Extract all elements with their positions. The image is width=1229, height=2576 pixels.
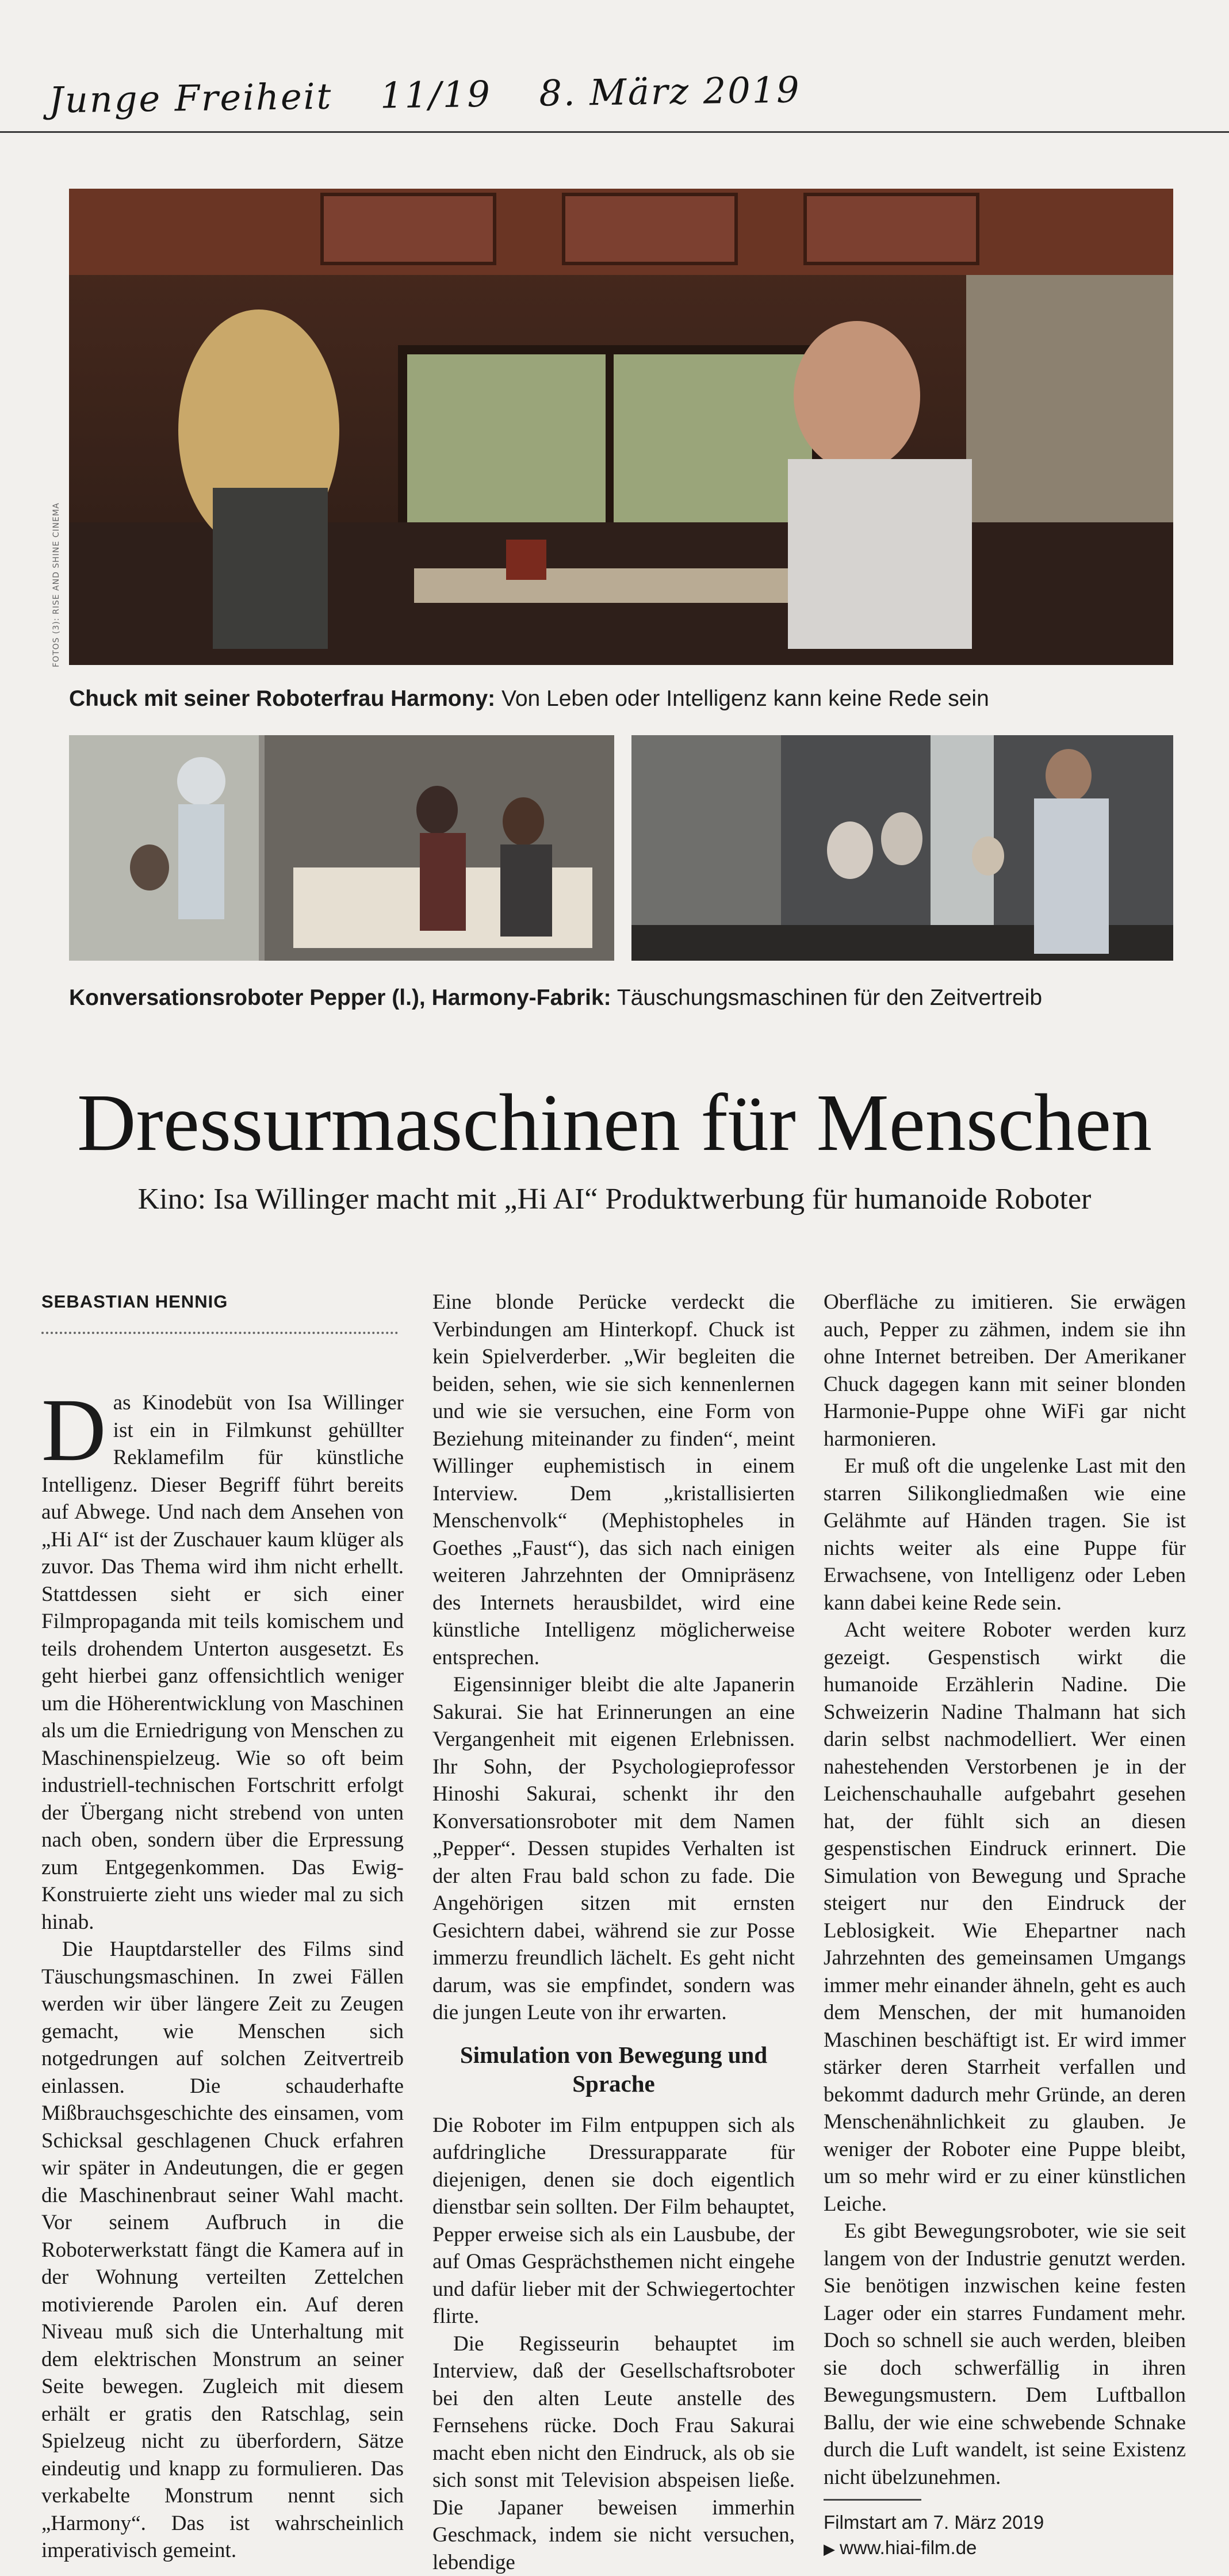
article-paragraph: Es gibt Bewegungsroboter, wie sie seit langem von der Industrie genutzt werden. Sie benötigen inzwischen keine festen Lager oder ein starres Fundament mehr. Doch so schnell sie auch werden, bleiben sie doch schwerfällig in ihren Bewegungsmustern. Dem Luftballon Ballu, der wie eine schwebende Schnake durch die Luft wandelt, ist seine Existenz nicht übelzunehmen. [824, 2218, 1186, 2491]
issue-number: 11/19 [380, 73, 492, 117]
author-byline: SEBASTIAN HENNIG [41, 1291, 228, 1312]
paper-name: Junge Freiheit [49, 75, 333, 121]
main-photo [69, 189, 1173, 665]
info-separator [824, 2499, 921, 2501]
article-headline: Dressurmaschinen für Menschen [0, 1081, 1229, 1163]
article-paragraph: Die Regisseurin behauptet im Interview, daß der Gesellschaftsroboter bei den alten Leute anstelle des Fernsehens rücke. Doch Frau Sakurai macht eben nicht den Eindruck, als ob sie sich sonst mit Television abspeisen ließe. Die Japaner beweisen immerhin Geschmack, indem sie nicht versuchen, lebendige [432, 2330, 795, 2576]
handwritten-masthead [49, 68, 836, 121]
article-subheadline: Kino: Isa Willinger macht mit „Hi AI“ Produktwerbung für humanoide Roboter [0, 1182, 1229, 1216]
release-date: Filmstart am 7. März 2019 [824, 2510, 1186, 2535]
small-caption-text: Täuschungsmaschinen für den Zeitvertreib [611, 985, 1042, 1010]
factory-photo [631, 735, 1173, 961]
article-paragraph: Er muß oft die ungelenke Last mit den starren Silikongliedmaßen wie eine Gelähmte auf Händen tragen. Sie ist nichts weiter als eine Puppe für Erwachsene, von Intelligenz oder Leben kann dabei keine Rede sein. [824, 1453, 1186, 1616]
main-caption-text: Von Leben oder Intelligenz kann keine Rede sein [495, 686, 989, 711]
top-rule [0, 131, 1229, 133]
article-paragraph: Eigensinniger bleibt die alte Japanerin Sakurai. Sie hat Erinnerungen an eine Vergangenheit mit eigenen Erlebnissen. Ihr Sohn, der Psychologieprofessor Hinoshi Sakurai, schenkt ihr den Konversationsroboter mit dem Namen „Pepper“. Dessen stupides Verhalten ist der alten Frau bald schon zu fade. Die Angehörigen sitzen mit ernsten Gesichtern dabei, während sie zur Posse immerzu freundlich lächelt. Es geht nicht darum, was sie empfindet, sondern was die jungen Leute von ihr erwarten. [432, 1671, 795, 2027]
byline-dotted-rule [41, 1332, 398, 1334]
website-link[interactable]: www.hiai-film.de [840, 2537, 977, 2558]
article-paragraph: Die Hauptdarsteller des Films sind Täuschungsmaschinen. In zwei Fällen werden wir über längere Zeit zu Zeugen gemacht, wie Menschen sich notgedrungen auf solchen Zeitvertreib einlassen. Die schauderhafte Mißbrauchsgeschichte des einsamen, vom Schicksal geschlagenen Chuck erfahren wir später in Andeutungen, die er gegen die Maschinenbraut seiner Wahl macht. Vor seinem Aufbruch in die Roboterwerkstatt fängt die Kamera auf in der Wohnung verteilten Zettelchen motivierende Parolen ein. Auf deren Niveau muß sich die Unterhaltung mit dem elektrischen Monstrum an seiner Seite bewegen. Zugleich mit diesem erhält er gratis den Ratschlag, sein Spielzeug nicht zu überfordern, Sätze eindeutig und knapp zu formulieren. Das verkabelte Monstrum nennt sich „Harmony“. Das ist wahrscheinlich imperativisch gemeint. [41, 1936, 404, 2564]
main-photo-caption [69, 686, 989, 712]
article-column-2 [432, 1289, 795, 2576]
article-paragraph: Das Kinodebüt von Isa Willinger ist ein in Filmkunst gehüllter Reklamefilm für künstliche Intelligenz. Dieser Begriff führt bereits auf Abwege. Und nach dem Ansehen von „Hi AI“ ist der Zuschauer kaum klüger als zuvor. Das Thema wird ihm nicht erhellt. Stattdessen sieht er sich einer Filmpropaganda mit teils komischem und teils drohendem Unterton ausgesetzt. Es geht hierbei ganz offensichtlich weniger um die Höherentwicklung von Maschinen als um die Erniedrigung von Menschen zu Maschinenspielzeug. Wie so oft beim industriell-technischen Fortschritt erfolgt der Übergang nicht strebend von unten nach oben, sondern über die Erpressung zum Entgegenkommen. Das Ewig-Konstruierte zieht uns wieder mal zu sich hinab. [41, 1389, 404, 1936]
issue-date: 8. März 2019 [539, 68, 801, 114]
pepper-photo [69, 735, 614, 961]
small-photos-caption [69, 985, 1042, 1011]
drop-cap: D [41, 1393, 106, 1467]
article-paragraph: Oberfläche zu imitieren. Sie erwägen auch, Pepper zu zähmen, indem sie ihn ohne Internet betreiben. Der Amerikaner Chuck dagegen kann mit seiner blonden Harmonie-Puppe ohne WiFi gar nicht harmonieren. [824, 1289, 1186, 1453]
photo-credit: FOTOS (3): RISE AND SHINE CINEMA [52, 495, 69, 667]
main-caption-bold: Chuck mit seiner Roboterfrau Harmony: [69, 686, 495, 711]
section-heading: Simulation von Bewegung und Sprache [432, 2040, 795, 2098]
website-line [824, 2535, 1186, 2562]
arrow-icon: ▶ [824, 2540, 835, 2558]
small-caption-bold: Konversationsroboter Pepper (l.), Harmony-Fabrik: [69, 985, 611, 1010]
article-column-3 [824, 1289, 1186, 2562]
article-paragraph: Acht weitere Roboter werden kurz gezeigt. Gespenstisch wirkt die humanoide Erzählerin Nadine. Die Schweizerin Nadine Thalmann hat sich darin selbst nachmodelliert. Wer einen nahestehenden Verstorbenen je in der Leichenschauhalle aufgebahrt gesehen hat, der fühlt sich an diesen gespenstischen Eindruck erinnert. Die Simulation von Bewegung und Sprache steigert nur den Eindruck der Leblosigkeit. Wie Ehepartner nach Jahrzehnten des gemeinsamen Umgangs immer mehr einander ähneln, geht es auch dem Menschen, der mit humanoiden Maschinen beschäftigt ist. Er wird immer stärker deren Starrheit verfallen und bekommt dadurch mehr Gründe, an deren Menschenähnlichkeit zu glauben. Je weniger der Roboter eine Puppe bleibt, um so mehr wird er zu einer künstlichen Leiche. [824, 1616, 1186, 2218]
film-info-box [824, 2499, 1186, 2562]
article-column-1 [41, 1389, 404, 2564]
article-paragraph: Eine blonde Perücke verdeckt die Verbindungen am Hinterkopf. Chuck ist kein Spielverderber. „Wir begleiten die beiden, sehen, wie sie sich kennenlernen und wie sie versuchen, eine Form von Beziehung miteinander zu finden“, meint Willinger euphemistisch in einem Interview. Dem „kristallisierten Menschenvolk“ (Mephistopheles in Goethes „Faust“), das sich nach einigen weiteren Jahrzehnten der Omnipräsenz des Internets herausbildet, wird eine künstliche Intelligenz möglicherweise entsprechen. [432, 1289, 795, 1671]
article-paragraph: Die Roboter im Film entpuppen sich als aufdringliche Dressurapparate für diejenigen, denen sie doch eigentlich dienstbar sein sollten. Der Film behauptet, Pepper erweise sich als ein Lausbube, der auf Omas Gesprächsthemen nicht eingehe und dafür lieber mit der Schwiegertochter flirte. [432, 2112, 795, 2330]
